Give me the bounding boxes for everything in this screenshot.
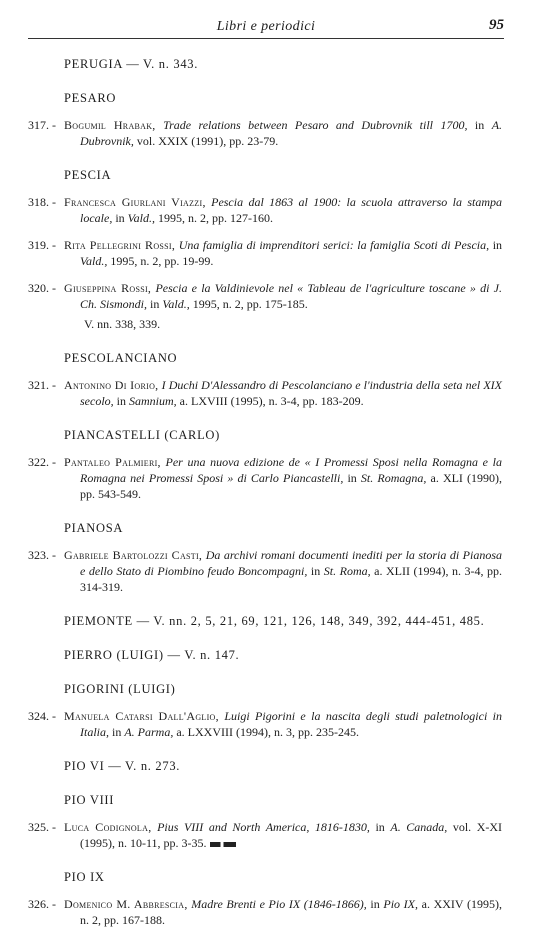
entry-journal: Pio IX, [383,897,419,911]
section-heading: PIO VIII [64,793,115,807]
section-heading: PIEMONTE — V. nn. 2, 5, 21, 69, 121, 126, 148, 349, 392, 444-451, 485. [64,614,485,628]
entry-title: Madre Brenti e Pio IX (1846-1866), [191,897,367,911]
entry-number: 319. - [28,238,56,252]
entry-journal: Vald., [162,297,190,311]
entry-number: 322. - [28,455,56,469]
bibliography-entry [0,547,550,595]
entry-in: in [150,297,160,311]
entry-journal: A. Parma, [124,725,174,739]
bibliography-entry [0,237,550,269]
entry-citation: a. LXVIII (1995), n. 3-4, pp. 183-209. [179,394,364,408]
entry-author: Pantaleo Palmieri, [64,455,161,469]
entry-citation: a. XLI (1990), pp. 543-549. [80,471,503,501]
entry-citation: a. LXXVIII (1994), n. 3, pp. 235-245. [176,725,359,739]
entry-author: Manuela Catarsi Dall'Aglio, [64,709,219,723]
entry-number: 320. - [28,281,56,295]
bibliography-list [0,56,550,928]
bibliography-entry [0,194,550,226]
bibliography-entry [0,377,550,409]
entry-in: in [347,471,357,485]
entry-title: Pescia dal 1863 al 1900: la scuola attraverso la stampa locale, [80,195,502,225]
entry-journal: A. Canada, [390,820,448,834]
entry-author: Domenico M. Abbrescia, [64,897,188,911]
section-heading: PESCOLANCIANO [64,351,178,365]
entry-title: Luigi Pigorini e la nascita degli studi paletnologici in Italia, [80,709,503,739]
entry-title: Da archivi romani documenti inediti per la storia di Pianosa e dello Stato di Piombino feudo Boncompagni, [80,548,502,578]
section-heading: PESARO [64,91,117,105]
entry-number: 326. - [28,897,56,911]
section-heading: PIGORINI (LUIGI) [64,682,176,696]
entry-journal: St. Roma, [323,564,371,578]
section-heading: PIANCASTELLI (CARLO) [64,428,221,442]
entry-author: Francesca Giurlani Viazzi, [64,195,206,209]
see-also-reference: V. nn. 338, 339. [84,317,161,331]
entry-journal: St. Romagna, [360,471,427,485]
section-heading: PERUGIA — V. n. 343. [64,57,199,71]
page-number: 95 [489,17,504,33]
running-title: Libri e periodici [216,19,316,34]
entry-citation: 1995, n. 2, pp. 175-185. [192,297,308,311]
entry-in: in [370,897,380,911]
bibliography-entry [0,454,550,502]
entry-in: in [474,118,485,132]
entry-author: Giuseppina Rossi, [64,281,152,295]
entry-number: 325. - [28,820,56,834]
section-heading: PIERRO (LUIGI) — V. n. 147. [64,648,240,662]
entry-in: in [375,820,385,834]
entry-author: Luca Codignola, [64,820,152,834]
entry-in: in [115,211,125,225]
entry-citation: a. XXIV (1995), n. 2, pp. 167-188. [80,897,502,927]
entry-journal: Samnium, [129,394,177,408]
entry-journal: Vald., [127,211,156,225]
entry-number: 317. - [28,118,56,132]
section-heading: PIANOSA [64,521,124,535]
bibliography-entry [0,708,550,740]
section-heading: PESCIA [64,168,112,182]
section-heading: PIO VI — V. n. 273. [64,759,181,773]
entry-title: Per una nuova edizione de « I Promessi Sposi nella Romagna e la Romagna nei Promessi Sposi » di Carlo Piancastelli, [80,455,502,485]
entry-author: Rita Pellegrini Rossi, [64,238,176,252]
entry-in: in [310,564,321,578]
entry-in: in [492,238,503,252]
printer-mark-icon [210,842,236,847]
entry-number: 321. - [28,378,56,392]
section-heading: PIO IX [64,870,105,884]
entry-citation: 1995, n. 2, pp. 19-99. [110,254,214,268]
entry-journal: Vald., [80,254,108,268]
entry-title: Trade relations between Pesaro and Dubrovnik till 1700, [163,118,468,132]
entry-author: Antonino Di Iorio, [64,378,159,392]
entry-citation: vol. XXIX (1991), pp. 23-79. [136,134,279,148]
entry-citation: a. XLII (1994), n. 3-4, pp. 314-319. [80,564,502,594]
bibliography-entry [0,896,550,928]
entry-title: Pius VIII and North America, 1816-1830, [157,820,370,834]
bibliography-entry [0,280,550,312]
entry-number: 324. - [28,709,56,723]
bibliography-entry [0,819,550,851]
entry-in: in [112,725,122,739]
entry-title: Una famiglia di imprenditori serici: la famiglia Scoti di Pescia, [178,238,490,252]
entry-author: Bogumil Hrabak, [64,118,156,132]
entry-journal: A. Dubrovnik, [80,118,503,148]
entry-author: Gabriele Bartolozzi Casti, [64,548,203,562]
running-head [28,16,504,39]
bibliography-entry [0,117,550,149]
entry-title: I Duchi D'Alessandro di Pescolanciano e l'industria della seta nel XIX secolo, [80,378,502,408]
entry-number: 318. - [28,195,56,209]
entry-number: 323. - [28,548,56,562]
entry-citation: 1995, n. 2, pp. 127-160. [158,211,274,225]
entry-in: in [116,394,126,408]
entry-title: Pescia e la Valdinievole nel « Tableau de l'agriculture toscane » di J. Ch. Sismondi, [80,281,502,311]
entry-citation: vol. X-XI (1995), n. 10-11, pp. 3-35. [80,820,503,850]
